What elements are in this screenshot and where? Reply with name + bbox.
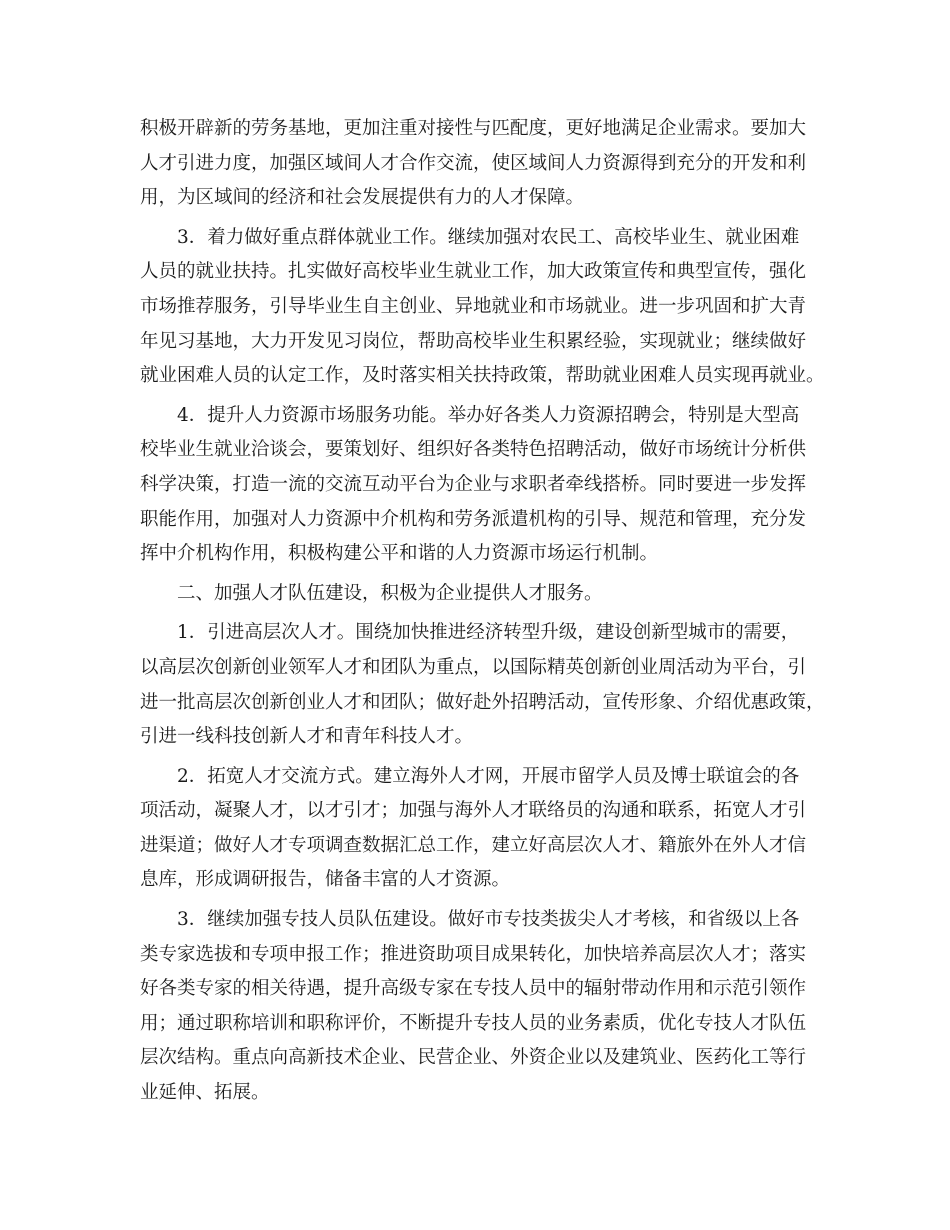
paragraph-line: 3．继续加强专技人员队伍建设。做好市专技类拔尖人才考核，和省级以上各: [177, 909, 800, 931]
document-body: [140, 112, 825, 1116]
paragraph-professional-team: [140, 903, 814, 1111]
paragraph-line: 校毕业生就业洽谈会，要策划好、组织好各类特色招聘活动，做好市场统计分析供: [140, 439, 807, 461]
paragraph-line: 进一批高层次创新创业人才和团队；做好赴外招聘活动，宣传形象、介绍优惠政策，: [140, 691, 825, 713]
paragraph-line: 职能作用，加强对人力资源中介机构和劳务派遣机构的引导、规范和管理，充分发: [140, 508, 807, 530]
paragraph-line: 市场推荐服务，引导毕业生自主创业、异地就业和市场就业。进一步巩固和扩大青: [140, 295, 807, 317]
paragraph-line: 息库，形成调研报告，储备丰富的人才资源。: [140, 869, 511, 891]
paragraph-line: 以高层次创新创业领军人才和团队为重点，以国际精英创新创业周活动为平台，引: [140, 656, 807, 678]
paragraph-line: 3．着力做好重点群体就业工作。继续加强对农民工、高校毕业生、就业困难: [177, 226, 800, 248]
paragraph-line: 4．提升人力资源市场服务功能。举办好各类人力资源招聘会，特别是大型高: [177, 404, 800, 426]
paragraph-line: 引进一线科技创新人才和青年科技人才。: [140, 726, 474, 748]
paragraph-talent-exchange: [140, 760, 814, 898]
paragraph-line: 用；通过职称培训和职称评价，不断提升专技人员的业务素质，优化专技人才队伍: [140, 1012, 807, 1034]
paragraph-line: 挥中介机构作用，积极构建公平和谐的人力资源市场运行机制。: [140, 543, 659, 565]
paragraph-line: 类专家选拔和专项申报工作；推进资助项目成果转化，加快培养高层次人才；落实: [140, 943, 807, 965]
paragraph-high-level-talent: [140, 616, 825, 754]
section-heading: 二、加强人才队伍建设，积极为企业提供人才服务。: [177, 582, 603, 604]
paragraph-line: 进渠道；做好人才专项调查数据汇总工作，建立好高层次人才、籍旅外在外人才信: [140, 834, 807, 856]
paragraph-line: 业延伸、拓展。: [140, 1082, 270, 1104]
paragraph-line: 人员的就业扶持。扎实做好高校毕业生就业工作，加大政策宣传和典型宣传，强化: [140, 261, 807, 283]
section-heading-talent-team: [140, 577, 814, 612]
paragraph-line: 1．引进高层次人才。围绕加快推进经济转型升级，建设创新型城市的需要，: [177, 622, 800, 644]
paragraph-key-groups-employment: [140, 221, 825, 394]
paragraph-line: 年见习基地，大力开发见习岗位，帮助高校毕业生积累经验，实现就业；继续做好: [140, 330, 807, 352]
paragraph-line: 2．拓宽人才交流方式。建立海外人才网，开展市留学人员及博士联谊会的各: [177, 765, 800, 787]
paragraph-line: 就业困难人员的认定工作，及时落实相关扶持政策，帮助就业困难人员实现再就业。: [140, 365, 825, 387]
paragraph-line: 积极开辟新的劳务基地，更加注重对接性与匹配度，更好地满足企业需求。要加大: [140, 118, 807, 139]
paragraph-line: 层次结构。重点向高新技术企业、民营企业、外资企业以及建筑业、医药化工等行: [140, 1047, 807, 1069]
paragraph-line: 科学决策，打造一流的交流互动平台为企业与求职者牵线搭桥。同时要进一步发挥: [140, 473, 807, 495]
paragraph-line: 用，为区域间的经济和社会发展提供有力的人才保障。: [140, 187, 585, 209]
paragraph-line: 项活动，凝聚人才，以才引才；加强与海外人才联络员的沟通和联系，拓宽人才引: [140, 800, 807, 822]
paragraph-line: 人才引进力度，加强区域间人才合作交流，使区域间人力资源得到充分的开发和利: [140, 152, 807, 174]
paragraph-line: 好各类专家的相关待遇，提升高级专家在专技人员中的辐射带动作用和示范引领作: [140, 978, 807, 1000]
paragraph-labor-base: [140, 112, 814, 216]
paragraph-hr-market-service: [140, 399, 814, 572]
